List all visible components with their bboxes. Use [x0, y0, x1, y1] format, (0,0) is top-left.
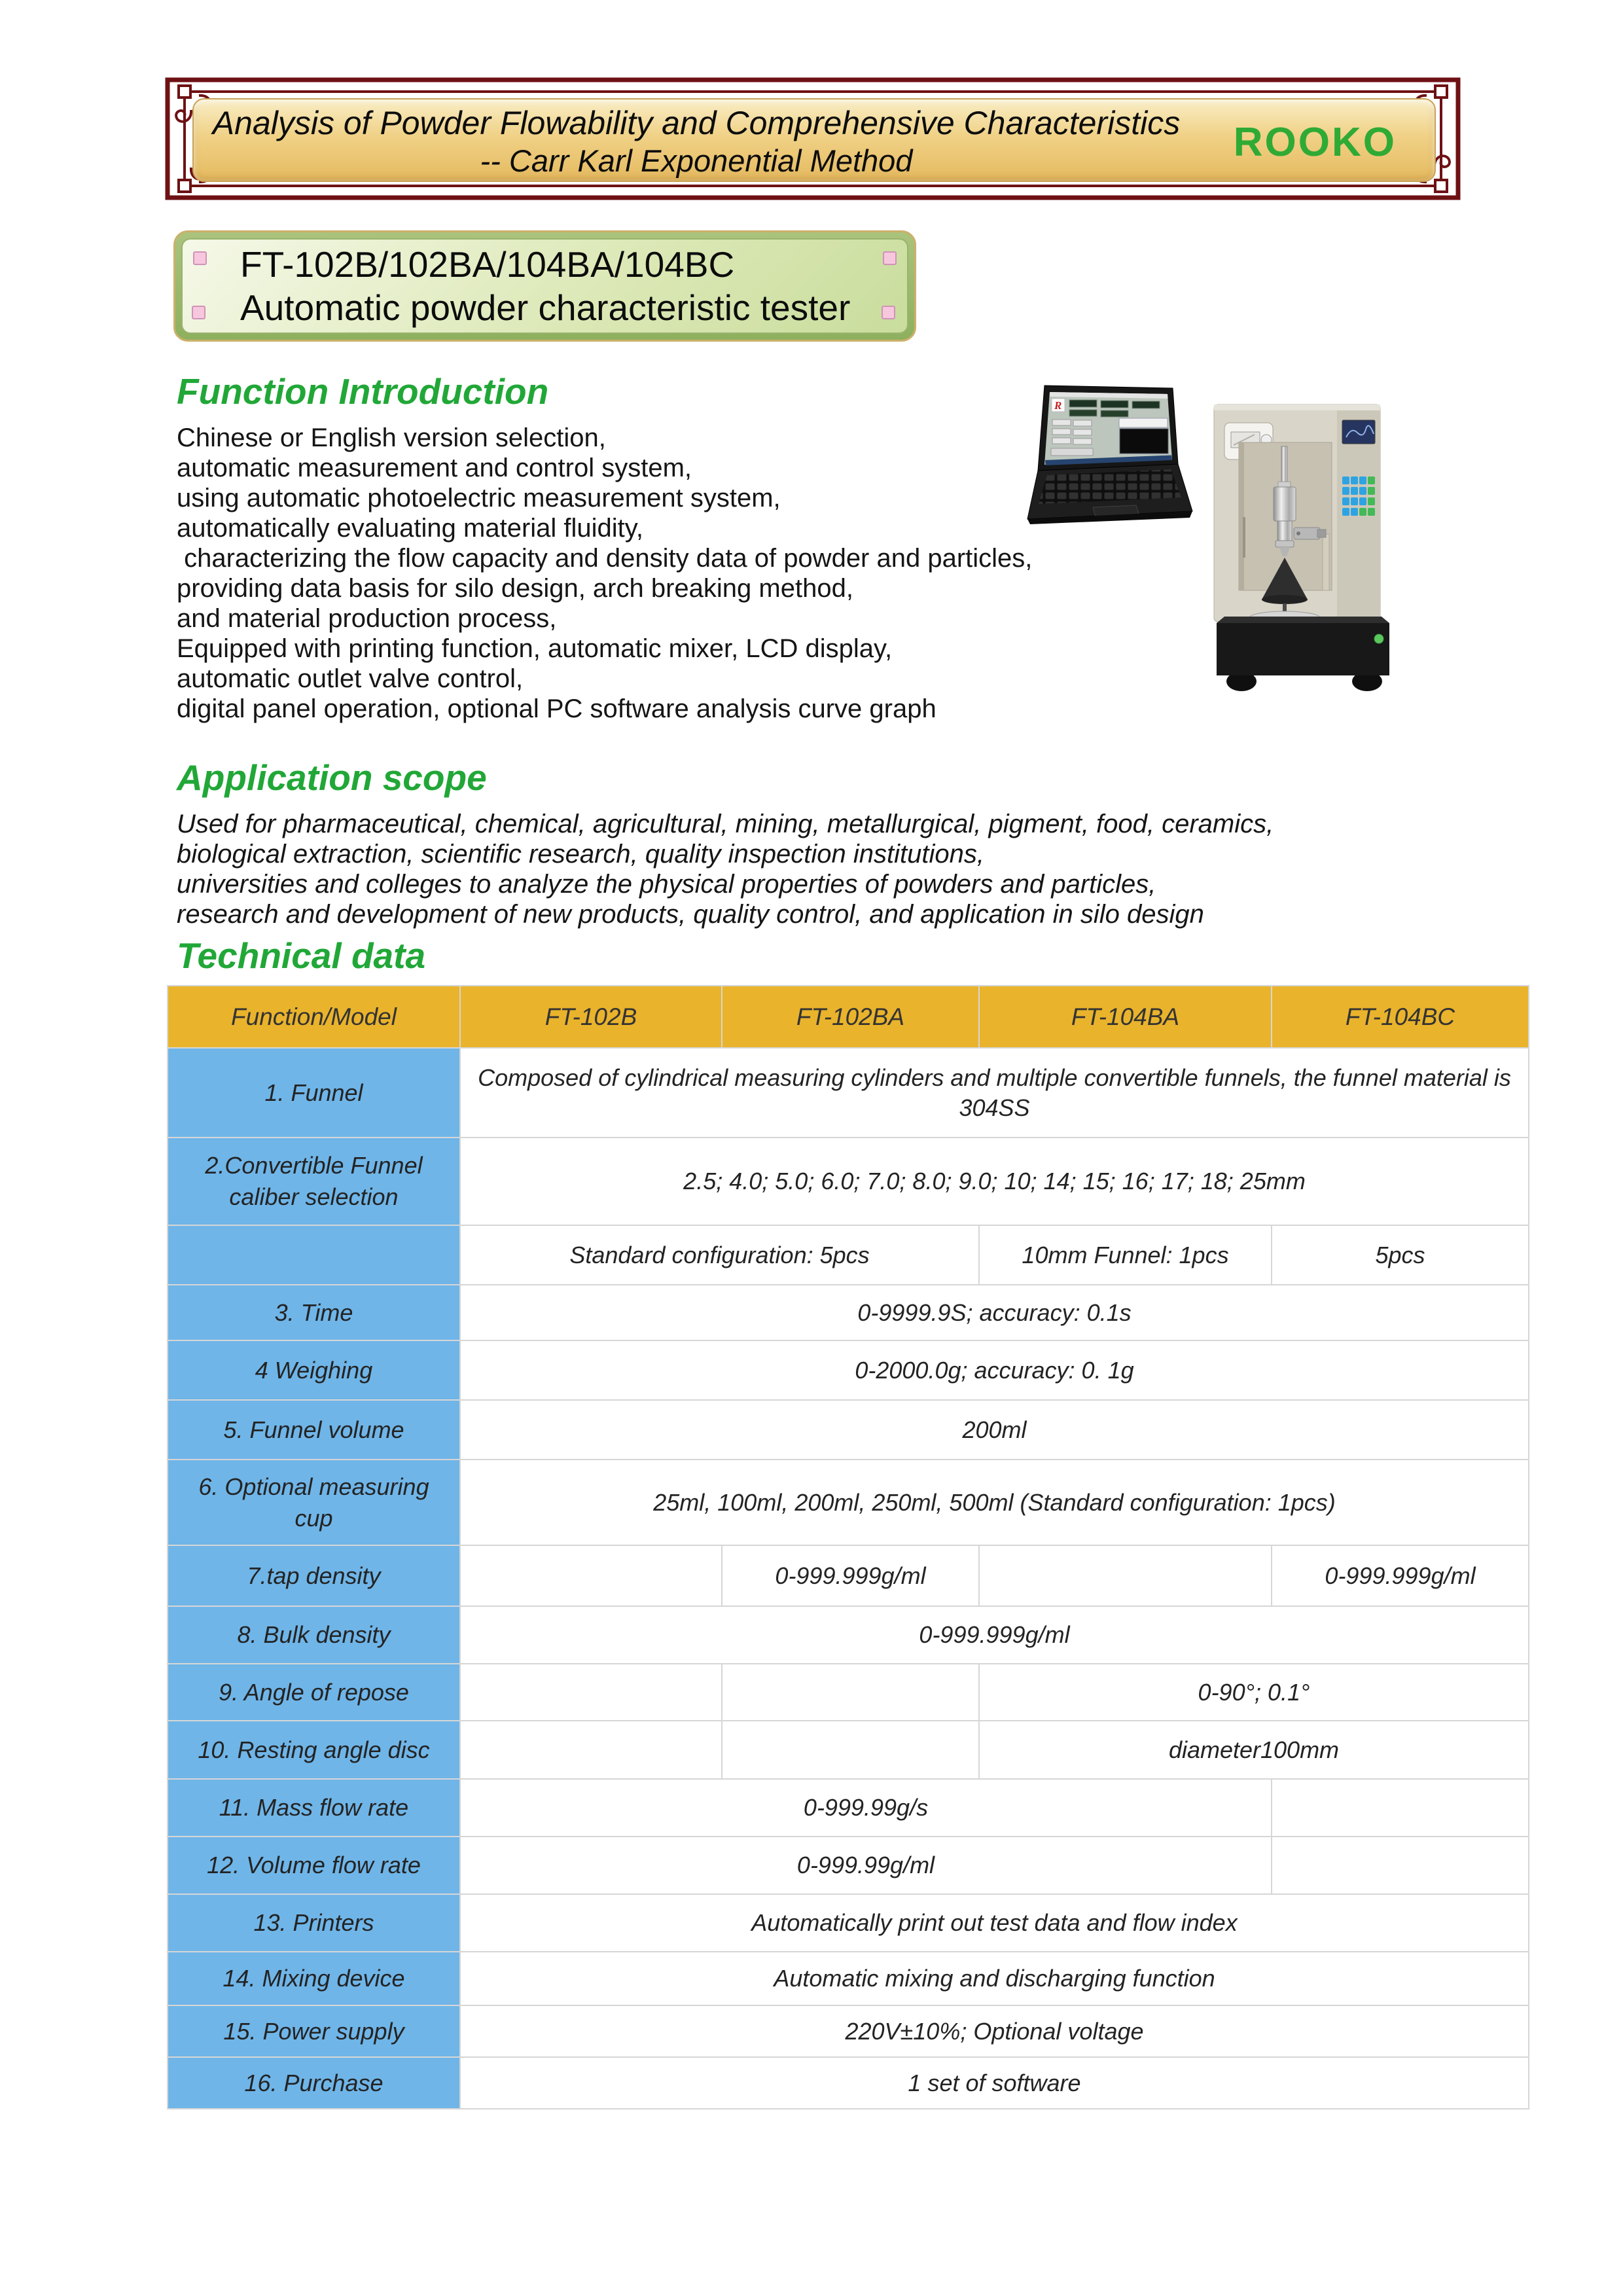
banner-title	[212, 103, 1181, 179]
application-line: research and development of new products, quality control, and application in silo design	[177, 900, 1204, 929]
table-row-resting-angle-disc	[168, 1721, 1529, 1779]
row-label: 3. Time	[168, 1285, 460, 1340]
function-introduction-text	[177, 423, 1032, 724]
row-label: 15. Power supply	[168, 2005, 460, 2057]
table-row-angle-of-repose	[168, 1664, 1529, 1721]
laptop-photo	[1021, 382, 1196, 539]
pink-corner-accent-icon	[193, 251, 207, 265]
row-label: 14. Mixing device	[168, 1952, 460, 2005]
row-label	[168, 1225, 460, 1285]
table-cell	[460, 1664, 722, 1721]
header-ft-102b: FT-102B	[460, 986, 722, 1048]
function-line: Chinese or English version selection,	[177, 423, 606, 452]
table-cell: 10mm Funnel: 1pcs	[979, 1225, 1272, 1285]
table-cell	[460, 1721, 722, 1779]
function-line: providing data basis for silo design, arch breaking method,	[177, 574, 853, 603]
application-line: universities and colleges to analyze the physical properties of powders and particles,	[177, 870, 1156, 899]
row-label: 2.Convertible Funnel caliber selection	[168, 1138, 460, 1225]
application-scope-text	[177, 809, 1274, 929]
table-row-bulk-density	[168, 1606, 1529, 1664]
application-line: Used for pharmaceutical, chemical, agricultural, mining, metallurgical, pigment, food, ceramics,	[177, 810, 1274, 838]
table-cell: 0-90°; 0.1°	[979, 1664, 1529, 1721]
pink-corner-accent-icon	[882, 306, 895, 319]
banner-plaque	[192, 98, 1436, 182]
row-label: 5. Funnel volume	[168, 1400, 460, 1460]
table-cell: 1 set of software	[460, 2057, 1529, 2109]
table-cell: 2.5; 4.0; 5.0; 6.0; 7.0; 8.0; 9.0; 10; 14; 15; 16; 17; 18; 25mm	[460, 1138, 1529, 1225]
table-cell: Automatic mixing and discharging function	[460, 1952, 1529, 2005]
table-row-funnel	[168, 1048, 1529, 1138]
technical-data-table	[167, 985, 1529, 2109]
header-ft-104ba: FT-104BA	[979, 986, 1272, 1048]
model-description: Automatic powder characteristic tester	[240, 287, 851, 328]
table-cell: Standard configuration: 5pcs	[460, 1225, 979, 1285]
row-label: 4 Weighing	[168, 1340, 460, 1400]
header-ft-104bc: FT-104BC	[1272, 986, 1529, 1048]
function-line: Equipped with printing function, automatic mixer, LCD display,	[177, 634, 893, 663]
table-cell	[722, 1721, 979, 1779]
table-cell: diameter100mm	[979, 1721, 1529, 1779]
function-line: and material production process,	[177, 604, 557, 633]
pink-corner-accent-icon	[192, 306, 205, 319]
table-cell: 0-2000.0g; accuracy: 0. 1g	[460, 1340, 1529, 1400]
table-cell: 0-999.999g/ml	[722, 1545, 979, 1606]
table-row-configuration	[168, 1225, 1529, 1285]
table-cell	[979, 1545, 1272, 1606]
header-function-model: Function/Model	[168, 986, 460, 1048]
table-row-measuring-cup	[168, 1460, 1529, 1545]
banner-title-line2: -- Carr Karl Exponential Method	[480, 143, 913, 178]
power-indicator	[1374, 634, 1383, 643]
row-label: 8. Bulk density	[168, 1606, 460, 1664]
table-header-row	[168, 986, 1529, 1048]
table-row-volume-flow-rate	[168, 1837, 1529, 1894]
table-cell: 0-999.999g/ml	[460, 1606, 1529, 1664]
table-cell	[722, 1664, 979, 1721]
table-cell	[1272, 1837, 1529, 1894]
table-cell: 200ml	[460, 1400, 1529, 1460]
table-row-mixing-device	[168, 1952, 1529, 2005]
application-line: biological extraction, scientific research, quality inspection institutions,	[177, 840, 984, 869]
row-label: 6. Optional measuring cup	[168, 1460, 460, 1545]
table-cell: 0-999.999g/ml	[1272, 1545, 1529, 1606]
table-row-tap-density	[168, 1545, 1529, 1606]
pink-corner-accent-icon	[883, 251, 897, 265]
table-cell: Composed of cylindrical measuring cylinders and multiple convertible funnels, the funnel material is 304SS	[460, 1048, 1529, 1138]
lcd-display	[1342, 420, 1375, 444]
function-line: using automatic photoelectric measurement system,	[177, 484, 781, 512]
row-label: 13. Printers	[168, 1894, 460, 1952]
function-line: digital panel operation, optional PC software analysis curve graph	[177, 694, 936, 723]
function-line: automatic measurement and control system,	[177, 454, 692, 482]
header-banner	[165, 77, 1461, 200]
row-label: 11. Mass flow rate	[168, 1779, 460, 1837]
row-label: 12. Volume flow rate	[168, 1837, 460, 1894]
table-cell: 0-999.99g/s	[460, 1779, 1272, 1837]
table-cell: 0-9999.9S; accuracy: 0.1s	[460, 1285, 1529, 1340]
function-line: automatically evaluating material fluidity,	[177, 514, 643, 543]
machine-photo	[1207, 399, 1399, 694]
table-row-time	[168, 1285, 1529, 1340]
table-cell: 5pcs	[1272, 1225, 1529, 1285]
technical-data-heading: Technical data	[177, 935, 426, 976]
application-scope-heading: Application scope	[177, 757, 487, 798]
table-row-printers	[168, 1894, 1529, 1952]
header-ft-102ba: FT-102BA	[722, 986, 979, 1048]
table-cell: 25ml, 100ml, 200ml, 250ml, 500ml (Standard configuration: 1pcs)	[460, 1460, 1529, 1545]
table-cell	[1272, 1779, 1529, 1837]
function-line: automatic outlet valve control,	[177, 664, 524, 693]
table-row-mass-flow-rate	[168, 1779, 1529, 1837]
row-label: 16. Purchase	[168, 2057, 460, 2109]
machine-base	[1217, 623, 1389, 675]
table-cell: 0-999.99g/ml	[460, 1837, 1272, 1894]
table-cell: Automatically print out test data and flow index	[460, 1894, 1529, 1952]
table-row-caliber	[168, 1138, 1529, 1225]
model-box-panel	[181, 238, 908, 334]
table-cell	[460, 1545, 722, 1606]
table-row-power-supply	[168, 2005, 1529, 2057]
banner-title-line1: Analysis of Powder Flowability and Comprehensive Characteristics	[212, 105, 1181, 141]
svg-text:R: R	[1054, 399, 1062, 412]
model-numbers: FT-102B/102BA/104BA/104BC	[240, 244, 735, 285]
function-introduction-heading: Function Introduction	[177, 371, 549, 412]
model-box	[173, 230, 916, 342]
table-row-weighing	[168, 1340, 1529, 1400]
row-label: 9. Angle of repose	[168, 1664, 460, 1721]
table-cell: 220V±10%; Optional voltage	[460, 2005, 1529, 2057]
table-row-purchase	[168, 2057, 1529, 2109]
brand-logo: ROOKO	[1233, 120, 1397, 165]
row-label: 10. Resting angle disc	[168, 1721, 460, 1779]
table-row-funnel-volume	[168, 1400, 1529, 1460]
measuring-cylinder	[1274, 487, 1296, 521]
function-line: characterizing the flow capacity and density data of powder and particles,	[177, 544, 1033, 573]
row-label: 7.tap density	[168, 1545, 460, 1606]
row-label: 1. Funnel	[168, 1048, 460, 1138]
